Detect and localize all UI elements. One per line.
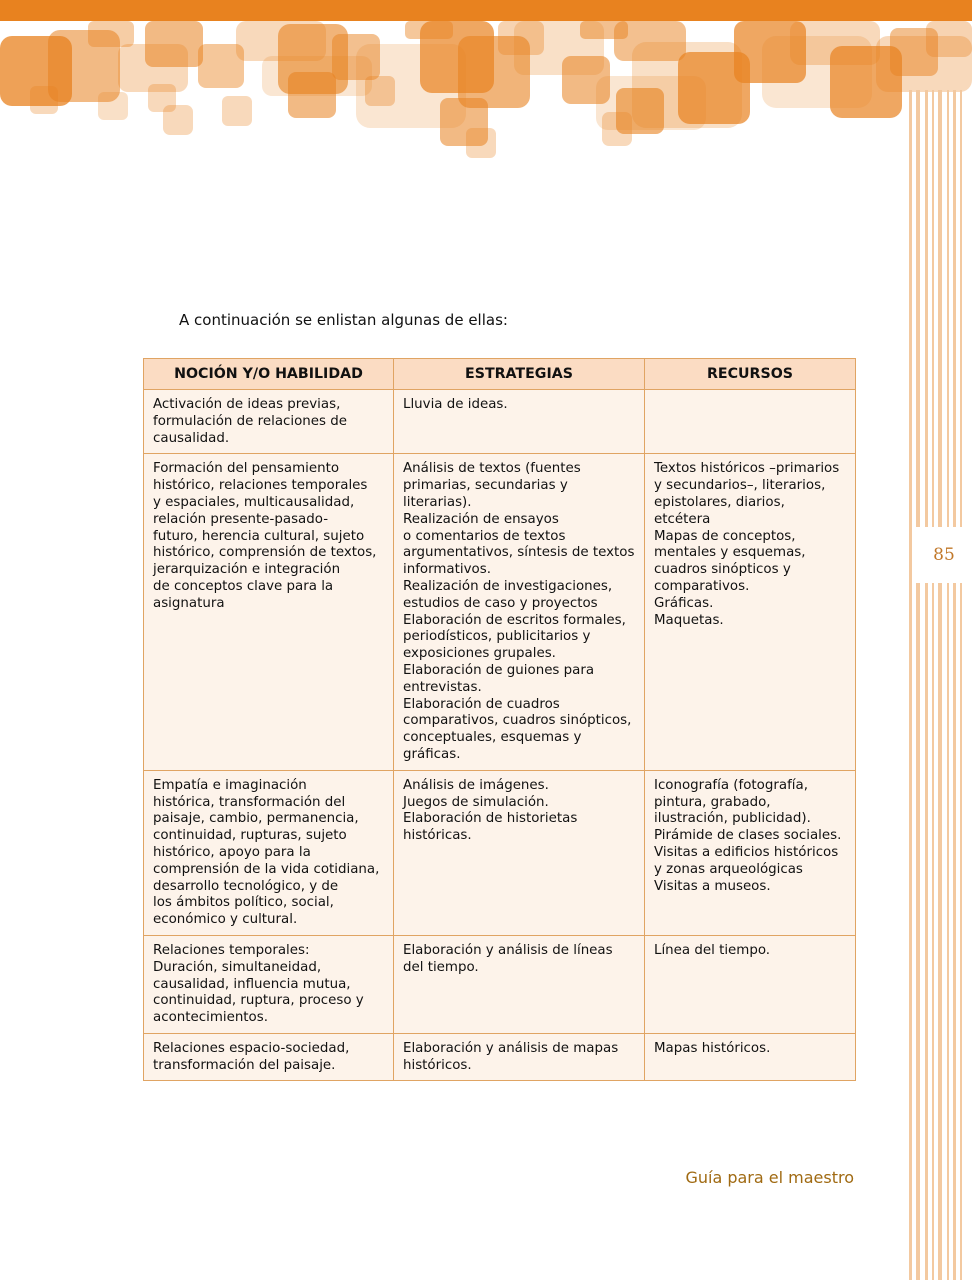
nocion-cell [144, 454, 394, 770]
cell-text-line: Elaboración de historietas [403, 811, 578, 827]
cell-text-line: relación presente-pasado- [153, 511, 329, 527]
cell-text-line: y espaciales, multicausalidad, [153, 494, 355, 510]
cell-text-line: Activación de ideas previas, [153, 397, 341, 412]
cell-text-line: acontecimientos. [153, 1010, 268, 1026]
cell-text-line: histórica, transformación del [153, 794, 346, 810]
column-header-nocion: NOCIÓN Y/O HABILIDAD [144, 359, 394, 390]
cell-text-line: Empatía e imaginación [153, 777, 307, 793]
cell-text-line: primarias, secundarias y [403, 478, 568, 494]
estrategias-cell [394, 770, 645, 935]
decorative-squares-banner [0, 0, 972, 160]
cell-text-line: epistolares, diarios, [654, 494, 785, 510]
cell-text-line: económico y cultural. [153, 912, 298, 928]
cell-text-line: mentales y esquemas, [654, 545, 806, 561]
cell-text-line: periodísticos, publicitarios y [403, 629, 591, 645]
cell-text-line: entrevistas. [403, 679, 482, 695]
cell-text-line: argumentativos, síntesis de textos [403, 545, 635, 561]
cell-text-line: comparativos. [654, 578, 750, 594]
recursos-cell [645, 770, 856, 935]
cell-text-line: transformación del paisaje. [153, 1057, 336, 1073]
cell-text-line: etcétera [654, 511, 711, 527]
cell-text-line: informativos. [403, 562, 491, 578]
cell-text-line: comprensión de la vida cotidiana, [153, 861, 380, 877]
cell-text-line: históricas. [403, 828, 472, 844]
recursos-cell [645, 935, 856, 1033]
cell-text-line: Mapas históricos. [654, 1040, 771, 1056]
strategies-table [143, 358, 856, 1081]
table-row [144, 935, 856, 1033]
estrategias-cell [394, 390, 645, 454]
cell-text-line: Elaboración y análisis de mapas [403, 1040, 619, 1056]
cell-text-line: histórico, relaciones temporales [153, 478, 368, 494]
cell-text-line: históricos. [403, 1057, 472, 1073]
cell-text-line: Duración, simultaneidad, [153, 959, 322, 975]
cell-text-line: futuro, herencia cultural, sujeto [153, 528, 365, 544]
cell-text-line: y secundarios–, literarios, [654, 478, 826, 494]
cell-text-line: continuidad, rupturas, sujeto [153, 828, 347, 844]
cell-text-line: de conceptos clave para la [153, 578, 334, 594]
nocion-cell [144, 770, 394, 935]
cell-text-line: y zonas arqueológicas [654, 861, 803, 877]
recursos-cell [645, 454, 856, 770]
table-row [144, 770, 856, 935]
table-row [144, 390, 856, 454]
cell-text-line: ilustración, publicidad). [654, 811, 811, 827]
cell-text-line: paisaje, cambio, permanencia, [153, 811, 359, 827]
cell-text-line: literarias). [403, 494, 472, 510]
cell-text-line: del tiempo. [403, 959, 479, 975]
cell-text-line: Iconografía (fotografía, [654, 777, 808, 793]
cell-text-line: causalidad. [153, 430, 230, 446]
cell-text-line: Lluvia de ideas. [403, 397, 508, 412]
cell-text-line: Visitas a edificios históricos [654, 844, 839, 860]
cell-text-line: Juegos de simulación. [403, 794, 549, 810]
table-row [144, 454, 856, 770]
cell-text-line: Mapas de conceptos, [654, 528, 796, 544]
cell-text-line: cuadros sinópticos y [654, 562, 791, 578]
page-number: 85 [933, 545, 955, 565]
cell-text-line: Realización de investigaciones, [403, 578, 613, 594]
nocion-cell [144, 1033, 394, 1081]
intro-text: A continuación se enlistan algunas de ellas: [179, 311, 508, 329]
cell-text-line: Gráficas. [654, 595, 714, 611]
cell-text-line: causalidad, influencia mutua, [153, 976, 351, 992]
cell-text-line: Realización de ensayos [403, 511, 559, 527]
cell-text-line: conceptuales, esquemas y [403, 730, 582, 746]
table-row [144, 1033, 856, 1081]
cell-text-line: formulación de relaciones de [153, 413, 347, 429]
cell-text-line: desarrollo tecnológico, y de [153, 878, 339, 894]
footer-title: Guía para el maestro [685, 1168, 854, 1187]
cell-text-line: Línea del tiempo. [654, 942, 771, 958]
cell-text-line: Relaciones espacio-sociedad, [153, 1040, 350, 1056]
recursos-cell [645, 390, 856, 454]
cell-text-line: Pirámide de clases sociales. [654, 828, 842, 844]
table-header-row [144, 359, 856, 390]
recursos-cell [645, 1033, 856, 1081]
cell-text-line: Relaciones temporales: [153, 942, 310, 958]
cell-text-line: histórico, apoyo para la [153, 844, 311, 860]
column-header-recursos: RECURSOS [645, 359, 856, 390]
cell-text-line: continuidad, ruptura, proceso y [153, 993, 364, 1009]
cell-text-line: pintura, grabado, [654, 794, 771, 810]
cell-text-line: Maquetas. [654, 612, 724, 628]
nocion-cell [144, 390, 394, 454]
nocion-cell [144, 935, 394, 1033]
cell-text-line: estudios de caso y proyectos [403, 595, 598, 611]
cell-text-line: Elaboración de guiones para [403, 662, 595, 678]
cell-text-line: Análisis de imágenes. [403, 777, 549, 793]
cell-text-line: Textos históricos –primarios [654, 461, 840, 477]
cell-text-line: asignatura [153, 595, 225, 611]
cell-text-line: gráficas. [403, 746, 461, 762]
decorative-vertical-stripes [905, 90, 965, 1280]
cell-text-line: exposiciones grupales. [403, 646, 556, 662]
cell-text-line: jerarquización e integración [153, 562, 341, 578]
estrategias-cell [394, 454, 645, 770]
cell-text-line: Análisis de textos (fuentes [403, 461, 581, 477]
cell-text-line: los ámbitos político, social, [153, 895, 334, 911]
column-header-estrategias: ESTRATEGIAS [394, 359, 645, 390]
estrategias-cell [394, 935, 645, 1033]
cell-text-line: Formación del pensamiento [153, 461, 340, 477]
cell-text-line: histórico, comprensión de textos, [153, 545, 377, 561]
page-number-box [916, 527, 972, 583]
estrategias-cell [394, 1033, 645, 1081]
cell-text-line: Elaboración de escritos formales, [403, 612, 626, 628]
cell-text-line: Visitas a museos. [654, 878, 771, 894]
cell-text-line: o comentarios de textos [403, 528, 566, 544]
cell-text-line: Elaboración y análisis de líneas [403, 942, 613, 958]
cell-text-line: Elaboración de cuadros [403, 696, 560, 712]
cell-text-line: comparativos, cuadros sinópticos, [403, 713, 632, 729]
